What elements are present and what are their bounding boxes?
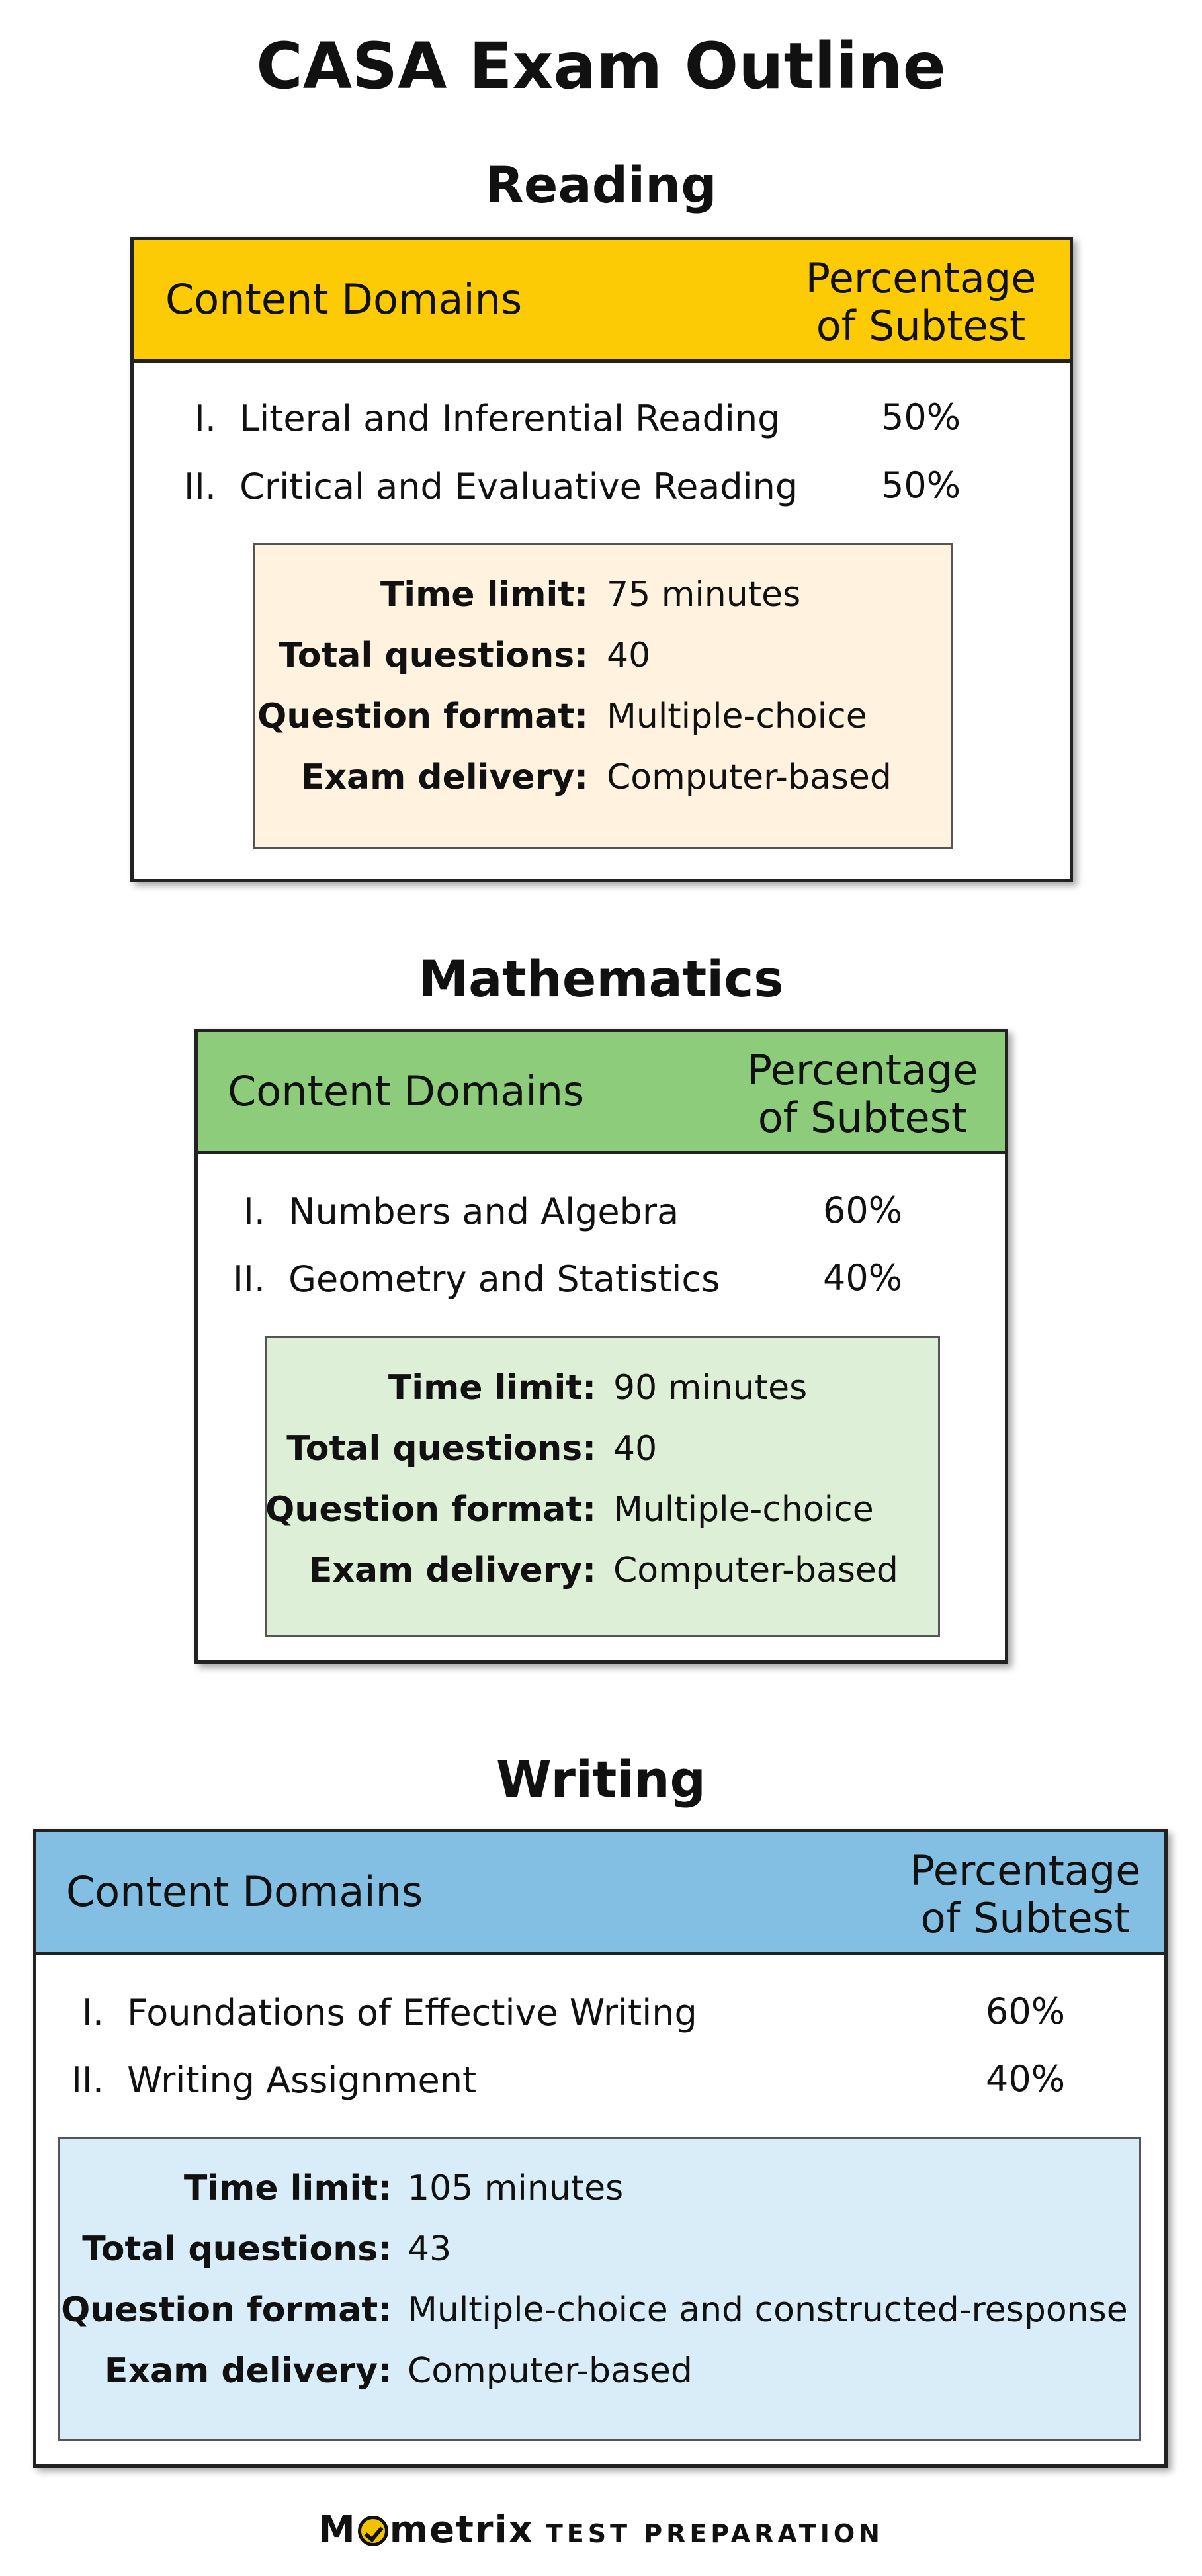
- info-label: Question format:: [61, 2290, 392, 2330]
- content-domains-heading: Content Domains: [165, 275, 523, 323]
- reading-card: [130, 237, 1073, 882]
- domain-percentage: 50%: [880, 396, 961, 438]
- writing-header: [36, 1832, 1164, 1955]
- domain-row: I. Literal and Inferential Reading: [194, 398, 781, 439]
- info-label: Total questions:: [279, 636, 588, 675]
- info-value: Computer-based: [613, 1551, 898, 1590]
- section-title-mathematics: Mathematics: [418, 949, 784, 1008]
- mathematics-info-box: [265, 1336, 940, 1637]
- info-label: Total questions:: [286, 1429, 596, 1469]
- mathematics-card: [194, 1029, 1008, 1664]
- info-label: Time limit:: [380, 575, 588, 615]
- mathematics-header: [198, 1032, 1005, 1154]
- checkmark-icon: [358, 2516, 388, 2546]
- info-label: Exam delivery:: [104, 2351, 392, 2391]
- info-label: Question format:: [257, 697, 588, 736]
- content-domains-heading: Content Domains: [66, 1868, 423, 1916]
- info-value: 75 minutes: [607, 575, 801, 615]
- info-value: Computer-based: [607, 757, 892, 797]
- domain-percentage: 40%: [985, 2058, 1066, 2100]
- info-value: 40: [613, 1429, 658, 1469]
- section-title-reading: Reading: [485, 155, 717, 214]
- info-label: Time limit:: [388, 1368, 596, 1408]
- domain-row: II. Writing Assignment: [71, 2059, 477, 2101]
- domain-percentage: 50%: [880, 464, 961, 506]
- info-value: Multiple-choice: [607, 697, 867, 736]
- info-value: 105 minutes: [408, 2168, 624, 2208]
- domain-percentage: 60%: [822, 1189, 903, 1231]
- info-label: Time limit:: [183, 2168, 392, 2208]
- domain-row: I. Foundations of Effective Writing: [81, 1992, 697, 2034]
- percentage-heading: Percentage of Subtest: [805, 254, 1037, 350]
- info-value: Multiple-choice and constructed-response: [408, 2290, 1128, 2330]
- info-value: 90 minutes: [613, 1368, 808, 1408]
- domain-percentage: 40%: [822, 1257, 903, 1299]
- info-value: Computer-based: [408, 2351, 693, 2391]
- writing-card: [33, 1829, 1168, 2468]
- percentage-heading: Percentage of Subtest: [747, 1046, 978, 1142]
- info-value: Multiple-choice: [613, 1490, 874, 1529]
- percentage-heading: Percentage of Subtest: [910, 1846, 1141, 1942]
- writing-info-box: [58, 2137, 1141, 2441]
- info-value: 43: [408, 2229, 452, 2269]
- info-label: Question format:: [265, 1490, 596, 1529]
- info-label: Exam delivery:: [300, 757, 588, 797]
- info-label: Exam delivery:: [308, 1551, 596, 1590]
- info-label: Total questions:: [82, 2229, 392, 2269]
- brand-tagline: TEST PREPARATION: [545, 2519, 884, 2548]
- section-title-writing: Writing: [496, 1750, 706, 1809]
- brand-name: M metrix: [318, 2509, 534, 2552]
- domain-row: I. Numbers and Algebra: [243, 1191, 679, 1232]
- reading-header: [134, 240, 1070, 363]
- domain-row: II. Geometry and Statistics: [232, 1258, 720, 1300]
- info-value: 40: [607, 636, 651, 675]
- domain-percentage: 60%: [985, 1991, 1066, 2032]
- content-domains-heading: Content Domains: [228, 1067, 585, 1115]
- page-title: CASA Exam Outline: [256, 29, 946, 103]
- footer-logo: [0, 2501, 1202, 2560]
- domain-row: II. Critical and Evaluative Reading: [183, 466, 798, 507]
- reading-info-box: [253, 543, 953, 849]
